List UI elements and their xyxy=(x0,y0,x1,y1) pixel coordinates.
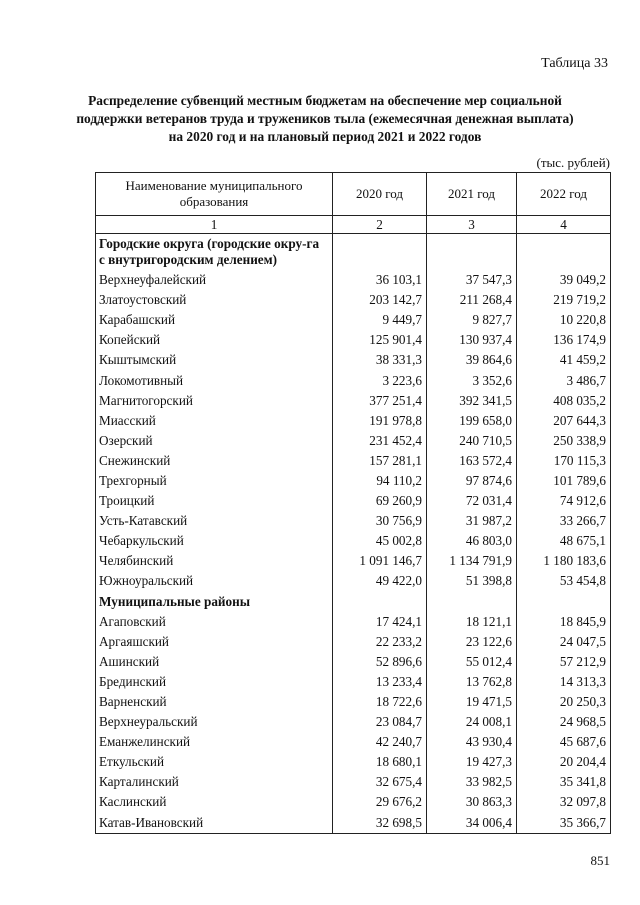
amount-cell: 97 874,6 xyxy=(427,471,517,491)
municipality-name: Еманжелинский xyxy=(96,732,333,752)
municipality-name: Верхнеуфалейский xyxy=(96,270,333,290)
amount-cell: 377 251,4 xyxy=(333,391,427,411)
index-cell: 2 xyxy=(333,216,427,234)
municipality-name: Кыштымский xyxy=(96,350,333,370)
amount-cell: 32 675,4 xyxy=(333,772,427,792)
amount-cell: 240 710,5 xyxy=(427,431,517,451)
amount-cell: 219 719,2 xyxy=(517,290,611,310)
amount-cell: 3 223,6 xyxy=(333,370,427,390)
table-row xyxy=(96,571,611,591)
index-cell: 4 xyxy=(517,216,611,234)
amount-cell: 30 756,9 xyxy=(333,511,427,531)
table-number: Таблица 33 xyxy=(541,56,608,71)
amount-cell: 13 233,4 xyxy=(333,672,427,692)
amount-cell: 125 901,4 xyxy=(333,330,427,350)
empty-cell xyxy=(517,234,611,271)
municipality-name: Аргаяшский xyxy=(96,632,333,652)
section-title: Городские округа (городские окру-га с внутригородским делением) xyxy=(96,234,333,271)
amount-cell: 203 142,7 xyxy=(333,290,427,310)
title-line: Распределение субвенций местным бюджетам на обеспечение мер социальной xyxy=(88,93,562,108)
amount-cell: 136 174,9 xyxy=(517,330,611,350)
amount-cell: 57 212,9 xyxy=(517,652,611,672)
amount-cell: 49 422,0 xyxy=(333,571,427,591)
amount-cell: 13 762,8 xyxy=(427,672,517,692)
section-header-row xyxy=(96,234,611,271)
amount-cell: 392 341,5 xyxy=(427,391,517,411)
amount-cell: 231 452,4 xyxy=(333,431,427,451)
table-row xyxy=(96,672,611,692)
title-line: поддержки ветеранов труда и тружеников тыла (ежемесячная денежная выплата) xyxy=(76,111,574,126)
amount-cell: 3 352,6 xyxy=(427,370,517,390)
table-row xyxy=(96,712,611,732)
table-row xyxy=(96,813,611,834)
amount-cell: 18 722,6 xyxy=(333,692,427,712)
table-row xyxy=(96,330,611,350)
table-row xyxy=(96,310,611,330)
table-body xyxy=(96,216,611,834)
amount-cell: 163 572,4 xyxy=(427,451,517,471)
table-row xyxy=(96,411,611,431)
table-row xyxy=(96,451,611,471)
amount-cell: 33 266,7 xyxy=(517,511,611,531)
table-row xyxy=(96,511,611,531)
amount-cell: 52 896,6 xyxy=(333,652,427,672)
table-row xyxy=(96,531,611,551)
column-header-2020: 2020 год xyxy=(333,173,427,216)
amount-cell: 199 658,0 xyxy=(427,411,517,431)
table-row xyxy=(96,370,611,390)
amount-cell: 9 827,7 xyxy=(427,310,517,330)
amount-cell: 23 084,7 xyxy=(333,712,427,732)
amount-cell: 250 338,9 xyxy=(517,431,611,451)
amount-cell: 30 863,3 xyxy=(427,792,517,812)
table-row xyxy=(96,551,611,571)
amount-cell: 3 486,7 xyxy=(517,370,611,390)
index-cell: 1 xyxy=(96,216,333,234)
municipality-name: Ашинский xyxy=(96,652,333,672)
index-row xyxy=(96,216,611,234)
amount-cell: 35 366,7 xyxy=(517,813,611,834)
municipality-name: Трехгорный xyxy=(96,471,333,491)
column-header-name: Наименование муниципального образования xyxy=(96,173,333,216)
amount-cell: 43 930,4 xyxy=(427,732,517,752)
amount-cell: 23 122,6 xyxy=(427,632,517,652)
empty-cell xyxy=(427,234,517,271)
table-row xyxy=(96,772,611,792)
amount-cell: 20 250,3 xyxy=(517,692,611,712)
amount-cell: 19 427,3 xyxy=(427,752,517,772)
amount-cell: 130 937,4 xyxy=(427,330,517,350)
amount-cell: 34 006,4 xyxy=(427,813,517,834)
section-title: Муниципальные районы xyxy=(96,592,333,612)
amount-cell: 20 204,4 xyxy=(517,752,611,772)
municipality-name: Чебаркульский xyxy=(96,531,333,551)
municipality-name: Катав-Ивановский xyxy=(96,813,333,834)
page-number: 851 xyxy=(590,853,610,868)
table-row xyxy=(96,290,611,310)
amount-cell: 24 008,1 xyxy=(427,712,517,732)
municipality-name: Каслинский xyxy=(96,792,333,812)
amount-cell: 9 449,7 xyxy=(333,310,427,330)
amount-cell: 55 012,4 xyxy=(427,652,517,672)
municipality-name: Миасский xyxy=(96,411,333,431)
table-row xyxy=(96,652,611,672)
municipality-name: Еткульский xyxy=(96,752,333,772)
amount-cell: 74 912,6 xyxy=(517,491,611,511)
municipality-name: Южноуральский xyxy=(96,571,333,591)
municipality-name: Локомотивный xyxy=(96,370,333,390)
amount-cell: 53 454,8 xyxy=(517,571,611,591)
amount-cell: 46 803,0 xyxy=(427,531,517,551)
amount-cell: 207 644,3 xyxy=(517,411,611,431)
subvention-table xyxy=(95,172,611,834)
amount-cell: 1 134 791,9 xyxy=(427,551,517,571)
municipality-name: Челябинский xyxy=(96,551,333,571)
amount-cell: 39 049,2 xyxy=(517,270,611,290)
amount-cell: 19 471,5 xyxy=(427,692,517,712)
empty-cell xyxy=(517,592,611,612)
section-header-row xyxy=(96,592,611,612)
municipality-name: Снежинский xyxy=(96,451,333,471)
municipality-name: Озерский xyxy=(96,431,333,451)
table-row xyxy=(96,350,611,370)
amount-cell: 101 789,6 xyxy=(517,471,611,491)
table-row xyxy=(96,471,611,491)
municipality-name: Златоустовский xyxy=(96,290,333,310)
amount-cell: 10 220,8 xyxy=(517,310,611,330)
amount-cell: 35 341,8 xyxy=(517,772,611,792)
amount-cell: 39 864,6 xyxy=(427,350,517,370)
empty-cell xyxy=(427,592,517,612)
amount-cell: 45 002,8 xyxy=(333,531,427,551)
municipality-name: Агаповский xyxy=(96,612,333,632)
amount-cell: 157 281,1 xyxy=(333,451,427,471)
column-header-2021: 2021 год xyxy=(427,173,517,216)
table-row xyxy=(96,270,611,290)
amount-cell: 18 121,1 xyxy=(427,612,517,632)
amount-cell: 191 978,8 xyxy=(333,411,427,431)
amount-cell: 18 845,9 xyxy=(517,612,611,632)
amount-cell: 22 233,2 xyxy=(333,632,427,652)
amount-cell: 1 180 183,6 xyxy=(517,551,611,571)
amount-cell: 41 459,2 xyxy=(517,350,611,370)
amount-cell: 32 698,5 xyxy=(333,813,427,834)
header-row xyxy=(96,173,611,216)
index-cell: 3 xyxy=(427,216,517,234)
amount-cell: 1 091 146,7 xyxy=(333,551,427,571)
table-row xyxy=(96,612,611,632)
municipality-name: Верхнеуральский xyxy=(96,712,333,732)
table-row xyxy=(96,792,611,812)
municipality-name: Магнитогорский xyxy=(96,391,333,411)
column-header-2022: 2022 год xyxy=(517,173,611,216)
municipality-name: Троицкий xyxy=(96,491,333,511)
document-title xyxy=(70,92,580,146)
amount-cell: 36 103,1 xyxy=(333,270,427,290)
table-row xyxy=(96,431,611,451)
amount-cell: 45 687,6 xyxy=(517,732,611,752)
amount-cell: 37 547,3 xyxy=(427,270,517,290)
amount-cell: 24 968,5 xyxy=(517,712,611,732)
table-row xyxy=(96,692,611,712)
municipality-name: Копейский xyxy=(96,330,333,350)
amount-cell: 408 035,2 xyxy=(517,391,611,411)
amount-cell: 29 676,2 xyxy=(333,792,427,812)
amount-cell: 32 097,8 xyxy=(517,792,611,812)
empty-cell xyxy=(333,234,427,271)
units-label: (тыс. рублей) xyxy=(536,155,610,170)
title-line: на 2020 год и на плановый период 2021 и 2022 годов xyxy=(168,129,482,144)
amount-cell: 72 031,4 xyxy=(427,491,517,511)
amount-cell: 17 424,1 xyxy=(333,612,427,632)
amount-cell: 94 110,2 xyxy=(333,471,427,491)
amount-cell: 18 680,1 xyxy=(333,752,427,772)
table-row xyxy=(96,391,611,411)
amount-cell: 170 115,3 xyxy=(517,451,611,471)
municipality-name: Брединский xyxy=(96,672,333,692)
amount-cell: 33 982,5 xyxy=(427,772,517,792)
table-row xyxy=(96,752,611,772)
amount-cell: 211 268,4 xyxy=(427,290,517,310)
empty-cell xyxy=(333,592,427,612)
municipality-name: Карабашский xyxy=(96,310,333,330)
amount-cell: 51 398,8 xyxy=(427,571,517,591)
municipality-name: Варненский xyxy=(96,692,333,712)
amount-cell: 38 331,3 xyxy=(333,350,427,370)
amount-cell: 69 260,9 xyxy=(333,491,427,511)
table-row xyxy=(96,491,611,511)
table-row xyxy=(96,732,611,752)
amount-cell: 48 675,1 xyxy=(517,531,611,551)
amount-cell: 14 313,3 xyxy=(517,672,611,692)
table-row xyxy=(96,632,611,652)
municipality-name: Карталинский xyxy=(96,772,333,792)
amount-cell: 31 987,2 xyxy=(427,511,517,531)
amount-cell: 42 240,7 xyxy=(333,732,427,752)
amount-cell: 24 047,5 xyxy=(517,632,611,652)
municipality-name: Усть-Катавский xyxy=(96,511,333,531)
